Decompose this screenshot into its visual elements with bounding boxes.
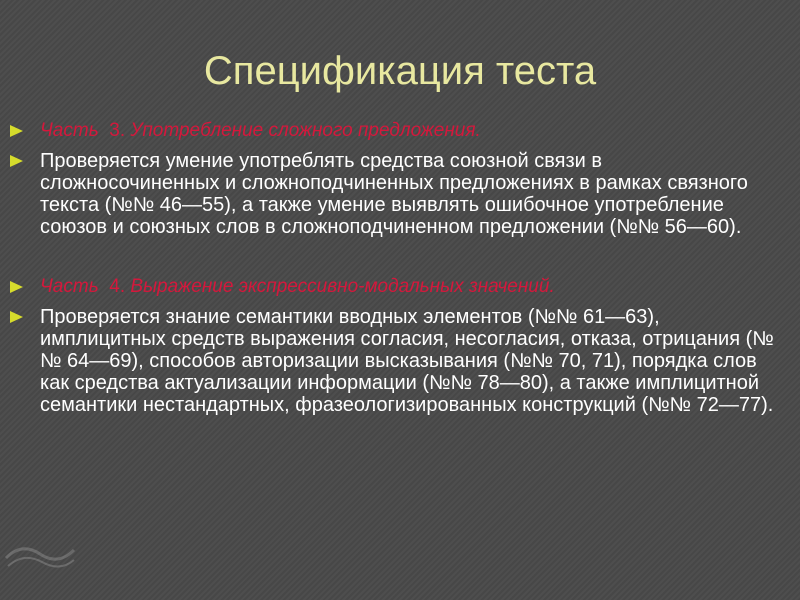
- part4-text: Проверяется знание семантики вводных элементов (№№ 61—63), имплицитных средств выражения согласия, несогласия, отказа, отрицания (№№ 64—69), способов авторизации высказывания (№№ 70, 71), порядка слов как средства актуализации информации (№№ 78—80), а также имплицитной семантики нестандартных, фразеологизированных конструкций (№№ 72—77).: [40, 306, 774, 416]
- slide-title: Спецификация теста: [203, 49, 597, 93]
- triangle-bullet-icon: [10, 155, 23, 167]
- part3-description: [0, 150, 800, 238]
- scroll-watermark-icon: [2, 540, 78, 576]
- triangle-bullet-icon: [10, 125, 23, 137]
- part4-heading: [0, 276, 800, 298]
- part4-description: [0, 306, 800, 416]
- triangle-bullet-icon: [10, 311, 23, 323]
- part4-label: Часть: [40, 276, 99, 297]
- part4-number: 4.: [109, 276, 126, 297]
- bullet-list: [0, 120, 800, 416]
- part4-topic: Выражение экспрессивно-модальных значений.: [130, 276, 555, 297]
- part3-topic: Употребление сложного предложения.: [130, 120, 481, 141]
- part3-number: 3.: [109, 120, 126, 141]
- part3-text: Проверяется умение употреблять средства союзной связи в сложносочиненных и сложноподчиненных предложениях в рамках связного текста (№№ 46—55), а также умение выявлять ошибочное употребление союзов и союзных слов в сложноподчиненном предложении (№№ 56—60).: [40, 150, 748, 238]
- triangle-bullet-icon: [10, 281, 23, 293]
- part3-label: Часть: [40, 120, 99, 141]
- part3-heading: [0, 120, 800, 142]
